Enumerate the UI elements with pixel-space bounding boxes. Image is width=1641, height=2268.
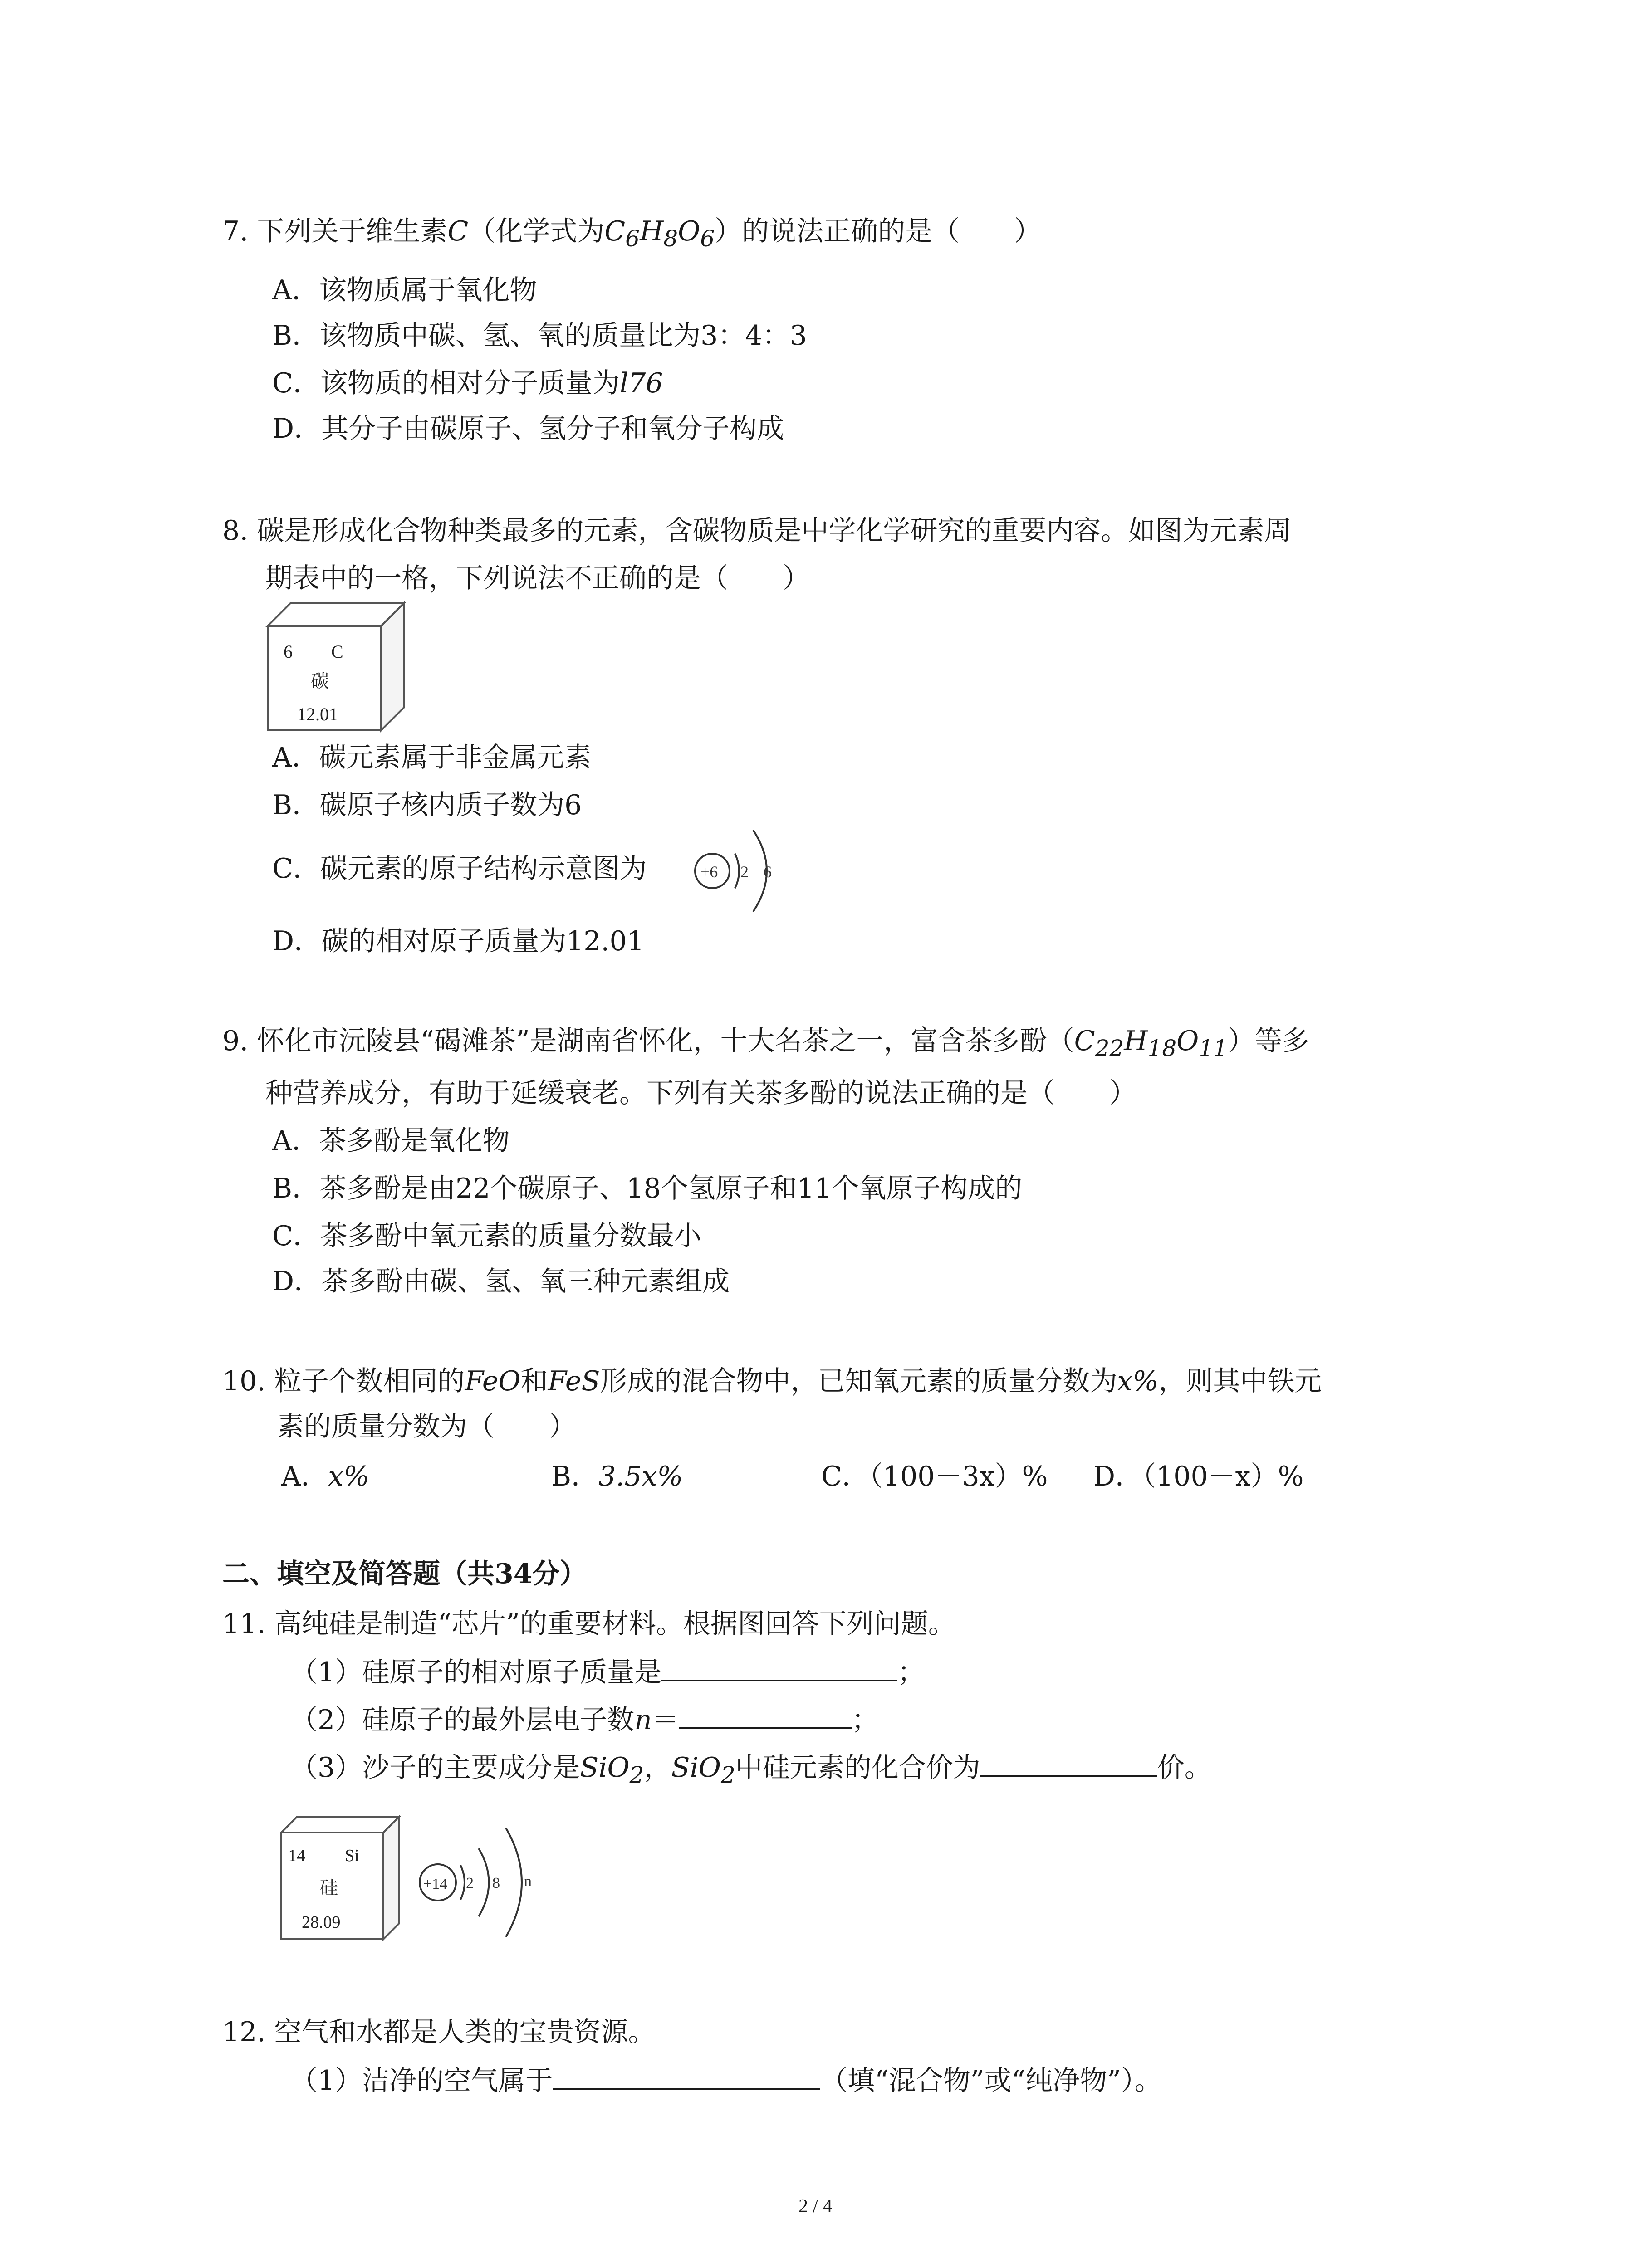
q7-stem: [222, 213, 1041, 257]
q10-option-d: [1093, 1458, 1303, 1495]
q11-part3-f2: [671, 1752, 735, 1788]
q11-periodic-cell: [277, 1812, 404, 1944]
q11-cell-mass: 28.09: [302, 1913, 341, 1932]
q11-part3-f2-base: SiO: [671, 1752, 721, 1784]
q7-stem-var: C: [447, 215, 469, 247]
q9-stem-b: ）等多: [1228, 1025, 1309, 1057]
q8-cell-name: 碳: [311, 671, 329, 692]
q10-option-a-value: x%: [328, 1461, 370, 1492]
q7-stem-a: 7. 下列关于维生素: [222, 215, 448, 247]
q11-part1-blank[interactable]: [661, 1653, 897, 1681]
q9-formula-h-sub: 18: [1147, 1035, 1177, 1061]
q10-and: 和: [520, 1365, 548, 1397]
q10-option-b: [551, 1458, 683, 1495]
q11-atom-nucleus: +14: [423, 1876, 448, 1892]
q10-option-c-value: （100－3x）%: [869, 1461, 1048, 1492]
q9-stem-line2: 种营养成分，有助于延缓衰老。下列有关茶多酚的说法正确的是（ ）: [265, 1077, 1136, 1109]
q10-option-d-value: （100－x）%: [1142, 1461, 1304, 1492]
page-number: 2 / 4: [798, 2196, 833, 2217]
q11-atom-shell2: 8: [492, 1875, 500, 1892]
q10-stem-line2: 素的质量分数为（ ）: [277, 1411, 576, 1442]
q11-part2-blank[interactable]: [679, 1701, 852, 1729]
q11-stem: 11. 高纯硅是制造“芯片”的重要材料。根据图回答下列问题。: [222, 1608, 955, 1640]
q8-cell-mass: 12.01: [297, 704, 338, 724]
q9-formula: [1074, 1025, 1228, 1061]
q7-option-d: D．其分子由碳原子、氢分子和氧分子构成: [272, 413, 784, 445]
q7-option-a: A．该物质属于氧化物: [272, 274, 537, 306]
q8-cell-symbol: C: [331, 641, 343, 662]
q8-periodic-cell: [263, 599, 408, 735]
q11-part3: [290, 1749, 1212, 1793]
q11-cell-name: 硅: [320, 1877, 338, 1898]
q8-option-b: B．碳原子核内质子数为6: [272, 789, 582, 821]
q7-option-c-value: l76: [619, 367, 663, 399]
q9-option-b: B．茶多酚是由22个碳原子、18个氢原子和11个氧原子构成的: [272, 1173, 1023, 1204]
q9-option-a: A．茶多酚是氧化物: [272, 1125, 510, 1157]
q11-atom-diagram: [415, 1814, 569, 1950]
q10-stem-line1: [222, 1363, 1322, 1399]
q9-formula-o-sub: 11: [1199, 1035, 1228, 1061]
q11-part3-blank[interactable]: [980, 1749, 1157, 1777]
q12-part1-end: （填“混合物”或“纯净物”）。: [820, 2065, 1162, 2097]
q12-stem: 12. 空气和水都是人类的宝贵资源。: [222, 2016, 656, 2048]
q11-part3-f1: [580, 1752, 644, 1788]
q11-part2-eq: ＝: [652, 1704, 679, 1736]
q10-option-c-label: C．: [821, 1461, 869, 1492]
q11-atom-shell1: 2: [466, 1875, 474, 1892]
q8-cell-number: 6: [284, 641, 293, 662]
q7-formula-o-sub: 6: [700, 225, 715, 252]
q10-stem-a: 10. 粒子个数相同的: [222, 1365, 465, 1397]
q11-atom-shell3: n: [524, 1873, 532, 1890]
q11-part2-var: n: [634, 1704, 652, 1736]
q10-option-a: [281, 1458, 369, 1495]
q8-atom-shell2: 6: [764, 863, 772, 881]
q9-stem-line1: [222, 1023, 1309, 1066]
q7-formula-h: H: [639, 215, 664, 247]
q7-option-b: B．该物质中碳、氢、氧的质量比为3：4：3: [272, 320, 807, 352]
q11-part1-text: （1）硅原子的相对原子质量是: [290, 1657, 662, 1688]
q9-formula-c-sub: 22: [1095, 1035, 1124, 1061]
q11-part2: [290, 1701, 879, 1738]
q11-part2-end: ；: [851, 1704, 879, 1736]
q10-stem-c: ，则其中铁元: [1158, 1365, 1322, 1397]
q9-formula-o: O: [1176, 1025, 1199, 1057]
q11-part3-text-b: 中硅元素的化合价为: [735, 1752, 980, 1784]
q8-stem-line2: 期表中的一格，下列说法不正确的是（ ）: [265, 562, 810, 594]
q7-formula-c-sub: 6: [625, 225, 640, 252]
q10-option-b-value: 3.5x%: [598, 1461, 683, 1492]
q12-part1-blank[interactable]: [553, 2062, 820, 2090]
q8-atom-shell1: 2: [740, 863, 749, 881]
q10-option-b-label: B．: [551, 1461, 599, 1492]
q10-option-a-label: A．: [281, 1461, 328, 1492]
q8-atom-diagram: [690, 821, 789, 921]
q12-part1: [290, 2062, 1162, 2099]
q7-formula: [604, 215, 715, 252]
q9-stem-a: 9. 怀化市沅陵县“碣滩茶”是湖南省怀化，十大名茶之一，富含茶多酚（: [222, 1025, 1074, 1057]
q11-part2-text: （2）硅原子的最外层电子数: [290, 1704, 635, 1736]
q11-part3-text-a: （3）沙子的主要成分是: [290, 1752, 580, 1784]
q12-part1-text: （1）洁净的空气属于: [290, 2065, 553, 2097]
q11-cell-symbol: Si: [345, 1846, 359, 1865]
q10-option-c: [821, 1458, 1048, 1495]
q10-option-d-label: D．: [1093, 1461, 1143, 1492]
q11-part1: [290, 1653, 925, 1691]
q11-part3-f2-sub: 2: [720, 1762, 735, 1788]
q7-formula-c: C: [604, 215, 626, 247]
q8-option-c: C．碳元素的原子结构示意图为: [272, 853, 647, 885]
q9-option-c: C．茶多酚中氧元素的质量分数最小: [272, 1220, 701, 1252]
section2-title: 二、填空及简答题（共34分）: [222, 1558, 587, 1590]
q8-option-a: A．碳元素属于非金属元素: [272, 742, 592, 773]
q10-x: x%: [1117, 1365, 1159, 1397]
q11-part3-f1-sub: 2: [629, 1762, 644, 1788]
q7-stem-b: （化学式为: [468, 215, 605, 247]
q9-formula-c: C: [1074, 1025, 1095, 1057]
q10-stem-b: 形成的混合物中，已知氧元素的质量分数为: [600, 1365, 1117, 1397]
q10-f2: FeS: [548, 1365, 600, 1397]
q10-f1: FeO: [465, 1365, 521, 1397]
q11-part3-end: 价。: [1157, 1752, 1212, 1784]
q11-part3-f1-base: SiO: [580, 1752, 630, 1784]
q7-formula-h-sub: 8: [663, 225, 678, 252]
q8-option-d: D．碳的相对原子质量为12.01: [272, 925, 644, 957]
q11-part3-comma: ，: [644, 1752, 671, 1784]
q7-formula-o: O: [678, 215, 700, 247]
q8-atom-nucleus: +6: [700, 863, 718, 881]
q7-option-c-text: C．该物质的相对分子质量为: [272, 367, 620, 399]
q11-part1-end: ；: [897, 1657, 925, 1688]
q9-option-d: D．茶多酚由碳、氢、氧三种元素组成: [272, 1266, 730, 1297]
q7-option-c: [272, 365, 663, 401]
q9-formula-h: H: [1124, 1025, 1148, 1057]
q11-cell-number: 14: [288, 1846, 305, 1865]
q8-stem-line1: 8. 碳是形成化合物种类最多的元素，含碳物质是中学化学研究的重要内容。如图为元素周: [222, 515, 1292, 547]
q7-stem-c: ）的说法正确的是（ ）: [715, 215, 1042, 247]
